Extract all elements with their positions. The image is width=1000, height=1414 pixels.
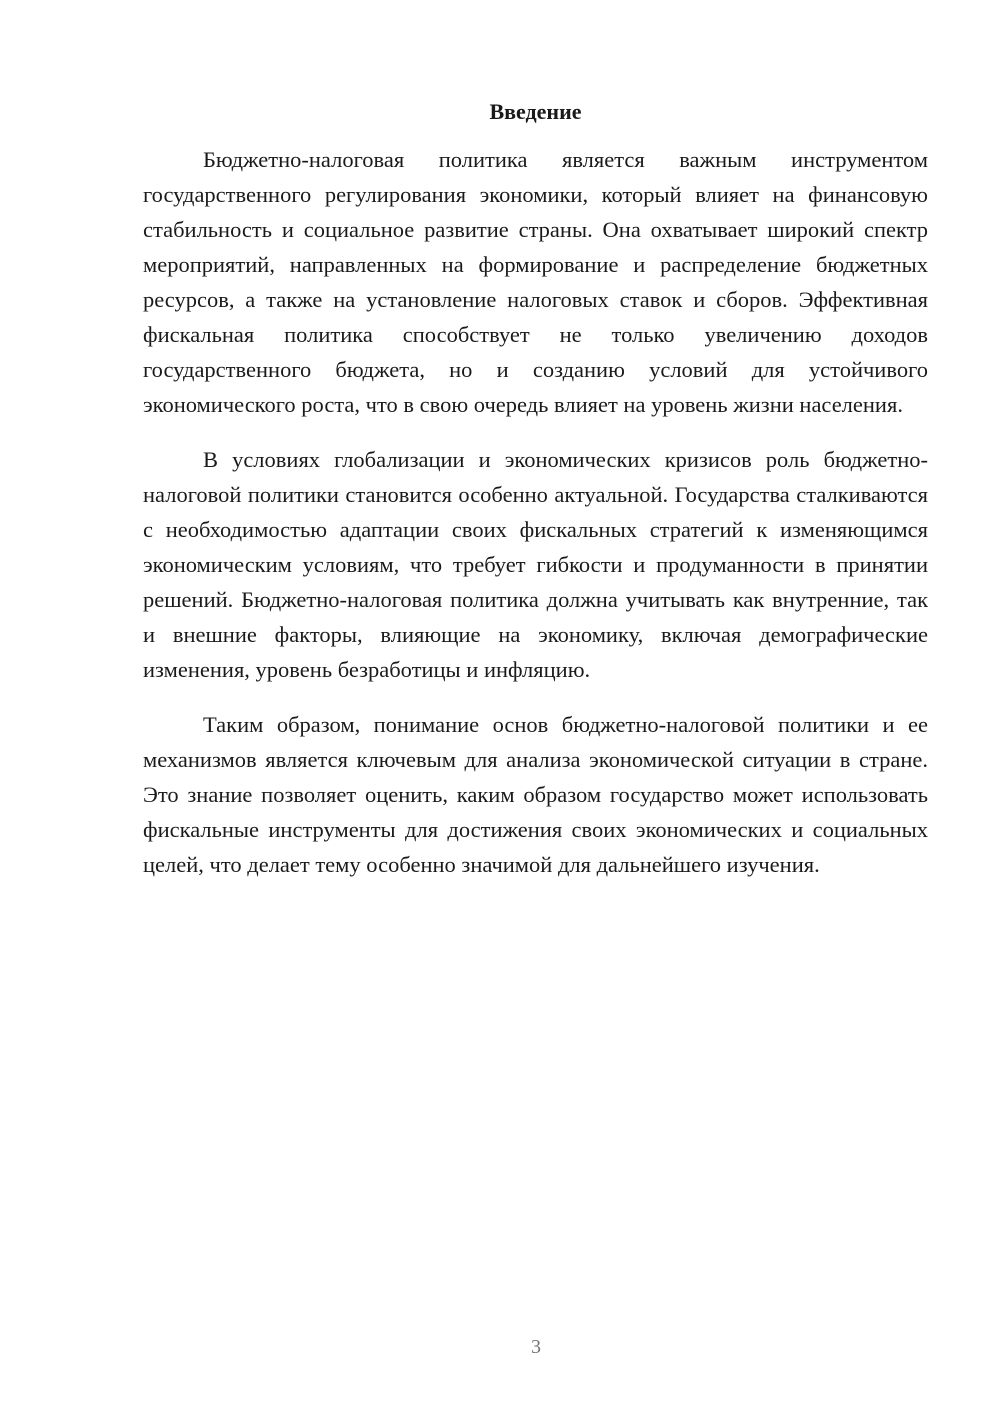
body-text (143, 142, 928, 902)
page-number: 3 (531, 1336, 541, 1358)
paragraph-1: Бюджетно-налоговая политика является важным инструментом государственного регулирования экономики, который влияет на финансовую стабильность и социальное развитие страны. Она охватывает широкий спектр мероприятий, направленных на формирование и распределение бюджетных ресурсов, а также на установление налоговых ставок и сборов. Эффективная фискальная политика способствует не только увеличению доходов государственного бюджета, но и созданию условий для устойчивого экономического роста, что в свою очередь влияет на уровень жизни населения. (143, 147, 928, 417)
paragraph-3: Таким образом, понимание основ бюджетно-налоговой политики и ее механизмов является ключевым для анализа экономической ситуации в стране. Это знание позволяет оценить, каким образом государство может использовать фискальные инструменты для достижения своих экономических и социальных целей, что делает тему особенно значимой для дальнейшего изучения. (143, 712, 928, 877)
paragraph-2: В условиях глобализации и экономических кризисов роль бюджетно-налоговой политики становится особенно актуальной. Государства сталкиваются с необходимостью адаптации своих фискальных стратегий к изменяющимся экономическим условиям, что требует гибкости и продуманности в принятии решений. Бюджетно-налоговая политика должна учитывать как внутренние, так и внешние факторы, влияющие на экономику, включая демографические изменения, уровень безработицы и инфляцию. (143, 447, 928, 682)
page-title: Введение (489, 99, 582, 124)
